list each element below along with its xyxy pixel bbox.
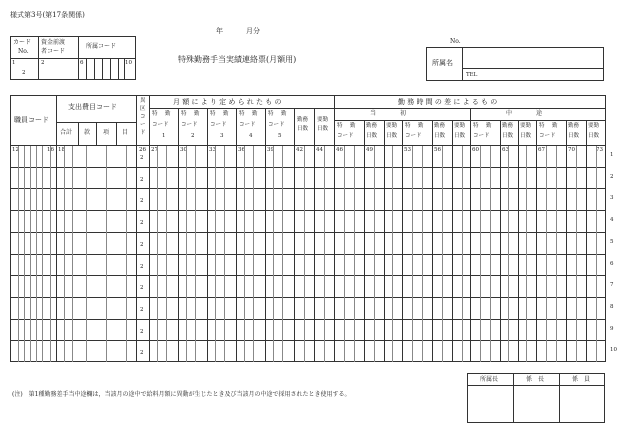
row-number: 8 (610, 303, 614, 310)
row-number: 5 (610, 238, 614, 245)
grid-line (106, 146, 107, 362)
grid-line (412, 146, 413, 362)
d2-code: コード (405, 133, 422, 139)
row-change-code: 2 (140, 198, 144, 205)
row-line (10, 254, 606, 255)
grid-line (374, 146, 375, 362)
req-days-1: 要勤 (317, 117, 329, 123)
grid-line (24, 146, 25, 362)
change-code-3: コ (140, 114, 146, 120)
grid-line (596, 146, 597, 362)
d1-req2: 日数 (386, 133, 398, 139)
approval-staff: 係 員 (572, 376, 591, 383)
g2-num: 2 (191, 133, 195, 139)
row-change-code: 2 (140, 155, 144, 161)
row-number: 1 (610, 152, 614, 158)
d4-special: 特 (539, 123, 545, 129)
grid-line (273, 146, 274, 362)
grid-line (126, 146, 127, 362)
d3-work1: 勤務 (502, 123, 514, 129)
midway-header: 中 途 (506, 110, 543, 117)
grid-line (42, 146, 43, 362)
d4-req2: 日数 (588, 133, 600, 139)
dept-code-label: 所属コード (86, 43, 117, 50)
grid-line (508, 146, 509, 362)
row-line (10, 275, 606, 276)
kan-header: 款 (84, 129, 91, 136)
g2-code: コード (181, 122, 198, 128)
change-code-1: 異 (140, 98, 146, 104)
row-change-code: 2 (140, 220, 144, 227)
card-no-label: カード (13, 39, 32, 46)
col-26: 26 (139, 147, 146, 153)
col-70: 70 (568, 147, 575, 153)
row-change-code: 2 (140, 350, 144, 357)
d3-req1: 要勤 (520, 123, 532, 129)
total-header: 合計 (60, 129, 73, 136)
grid-line (186, 146, 187, 362)
grid-line (215, 146, 216, 362)
grid-line (253, 146, 254, 362)
work-days-1: 勤務 (297, 117, 309, 123)
grid-line (18, 146, 19, 362)
d1-req1: 要勤 (386, 123, 398, 129)
expense-code-header: 支出費目コード (68, 103, 117, 111)
year-label: 年 (216, 27, 223, 35)
d4-work1: 勤務 (568, 123, 580, 129)
d2-kin: 勤 (418, 123, 424, 129)
col-53: 53 (404, 147, 411, 153)
col-60: 60 (472, 147, 479, 153)
grid-line (86, 146, 87, 362)
d1-code: コード (337, 133, 354, 139)
change-code-5: ド (140, 130, 146, 136)
d3-work2: 日数 (502, 133, 514, 139)
g1-code: コード (152, 122, 169, 128)
grid-line (282, 146, 283, 362)
row-number: 4 (610, 217, 614, 224)
row-change-code: 2 (140, 306, 144, 313)
grid-line (546, 146, 547, 362)
grid-line (36, 146, 37, 362)
g4-special: 特 (239, 111, 245, 117)
row-change-code: 2 (140, 176, 144, 183)
d1-kin: 勤 (350, 123, 356, 129)
row-line (10, 319, 606, 320)
row-line (10, 210, 606, 211)
d2-special: 特 (405, 123, 411, 129)
g5-kin: 勤 (281, 111, 287, 117)
g2-special: 特 (181, 111, 187, 117)
kou-header: 項 (103, 129, 110, 136)
col-42: 42 (296, 147, 303, 153)
d3-kin: 勤 (486, 123, 492, 129)
initial-header: 当 初 (370, 110, 407, 117)
row-change-code: 2 (140, 241, 144, 248)
g3-code: コード (210, 122, 227, 128)
d3-code: コード (473, 133, 490, 139)
grid-line (354, 146, 355, 362)
req-days-2: 日数 (317, 126, 329, 132)
g3-num: 3 (220, 133, 224, 139)
grid-line (442, 146, 443, 362)
fund-num-2: 2 (41, 60, 45, 66)
change-code-2: 区 (140, 106, 146, 112)
approval-head: 所属長 (480, 376, 499, 383)
row-line (10, 167, 606, 168)
grid-line (462, 146, 463, 362)
col-63: 63 (502, 147, 509, 153)
dept-no-label: No. (450, 38, 461, 45)
g4-num: 4 (249, 133, 253, 139)
dept-name-label: 所属名 (432, 59, 453, 67)
grid-line (50, 146, 51, 362)
dept-num-6: 6 (80, 60, 84, 66)
col-16: 16 (47, 147, 54, 153)
g4-kin: 勤 (252, 111, 258, 117)
row-number: 10 (610, 347, 617, 354)
d3-special: 特 (473, 123, 479, 129)
d4-kin: 勤 (552, 123, 558, 129)
grid-line (64, 146, 65, 362)
col-30: 30 (180, 147, 187, 153)
monthly-header: 月 額 に よ り 定 め ら れ た も の (173, 98, 282, 106)
col-56: 56 (434, 147, 441, 153)
col-46: 46 (336, 147, 343, 153)
grid-line (556, 146, 557, 362)
grid-line (490, 146, 491, 362)
d2-req2: 日数 (454, 133, 466, 139)
grid-line (392, 146, 393, 362)
grid-line (166, 146, 167, 362)
g1-special: 特 (152, 111, 158, 117)
g5-num: 5 (278, 133, 282, 139)
change-code-4: ー (140, 122, 146, 128)
tel-label: TEL (466, 72, 478, 78)
row-change-code: 2 (140, 285, 144, 292)
card-num-2: 2 (22, 70, 26, 76)
col-12: 12 (12, 147, 19, 153)
d4-req1: 要勤 (588, 123, 600, 129)
g2-kin: 勤 (194, 111, 200, 117)
d4-work2: 日数 (568, 133, 580, 139)
col-39: 39 (267, 147, 274, 153)
row-line (10, 340, 606, 341)
g3-kin: 勤 (223, 111, 229, 117)
g1-num: 1 (162, 133, 166, 139)
grid-line (480, 146, 481, 362)
row-change-code: 2 (140, 328, 144, 335)
row-number: 2 (610, 173, 614, 180)
col-33: 33 (209, 147, 216, 153)
moku-header: 目 (122, 129, 129, 136)
staff-code-header: 職員コード (14, 116, 49, 124)
g1-kin: 勤 (165, 111, 171, 117)
d3-req2: 日数 (520, 133, 532, 139)
grid-line (224, 146, 225, 362)
row-number: 3 (610, 195, 614, 202)
grid-line (195, 146, 196, 362)
d1-special: 特 (337, 123, 343, 129)
row-number: 6 (610, 260, 614, 267)
grid-line (576, 146, 577, 362)
d2-work2: 日数 (434, 133, 446, 139)
diff-header: 勤 務 時 間 の 差 に よ る も の (398, 98, 498, 106)
g4-code: コード (239, 122, 256, 128)
grid-line (72, 146, 73, 362)
card-num-1: 1 (12, 60, 16, 66)
d2-work1: 勤務 (434, 123, 446, 129)
card-no-label-2: No. (18, 48, 29, 55)
row-change-code: 2 (140, 263, 144, 270)
fund-code-label: 資金前渡 (41, 39, 66, 46)
col-44: 44 (316, 147, 323, 153)
grid-line (324, 146, 325, 362)
footnote: (注) 第1種勤務差手当中途欄は，当該月の途中で給料月額に異動が生じたとき及び当該月の中途で採用されたとき使用する。 (12, 391, 351, 398)
row-number: 9 (610, 325, 614, 332)
d2-req1: 要勤 (454, 123, 466, 129)
col-36: 36 (238, 147, 245, 153)
col-49: 49 (366, 147, 373, 153)
col-18: 18 (58, 147, 65, 153)
form-number: 様式第3号(第17条関係) (10, 11, 85, 19)
col-73: 73 (596, 147, 603, 153)
grid-line (422, 146, 423, 362)
approval-chief: 係 長 (526, 376, 545, 383)
grid-line (526, 146, 527, 362)
g5-code: コード (268, 122, 285, 128)
main-table (10, 95, 606, 362)
dept-num-10: 10 (125, 60, 132, 66)
d1-work1: 勤務 (366, 123, 378, 129)
form-title: 特殊勤務手当実績連絡票(月額用) (178, 55, 297, 64)
g3-special: 特 (210, 111, 216, 117)
grid-line (157, 146, 158, 362)
grid-line (30, 146, 31, 362)
grid-line (344, 146, 345, 362)
row-line (10, 297, 606, 298)
row-number: 7 (610, 282, 614, 289)
grid-line (244, 146, 245, 362)
grid-line (304, 146, 305, 362)
g5-special: 特 (268, 111, 274, 117)
work-days-2: 日数 (297, 126, 309, 132)
col-67: 67 (538, 147, 545, 153)
d4-code: コード (539, 133, 556, 139)
month-label: 月分 (246, 27, 260, 35)
col-27: 27 (151, 147, 158, 153)
row-line (10, 232, 606, 233)
row-line (10, 188, 606, 189)
d1-work2: 日数 (366, 133, 378, 139)
fund-code-label-2: 者コード (41, 48, 66, 55)
